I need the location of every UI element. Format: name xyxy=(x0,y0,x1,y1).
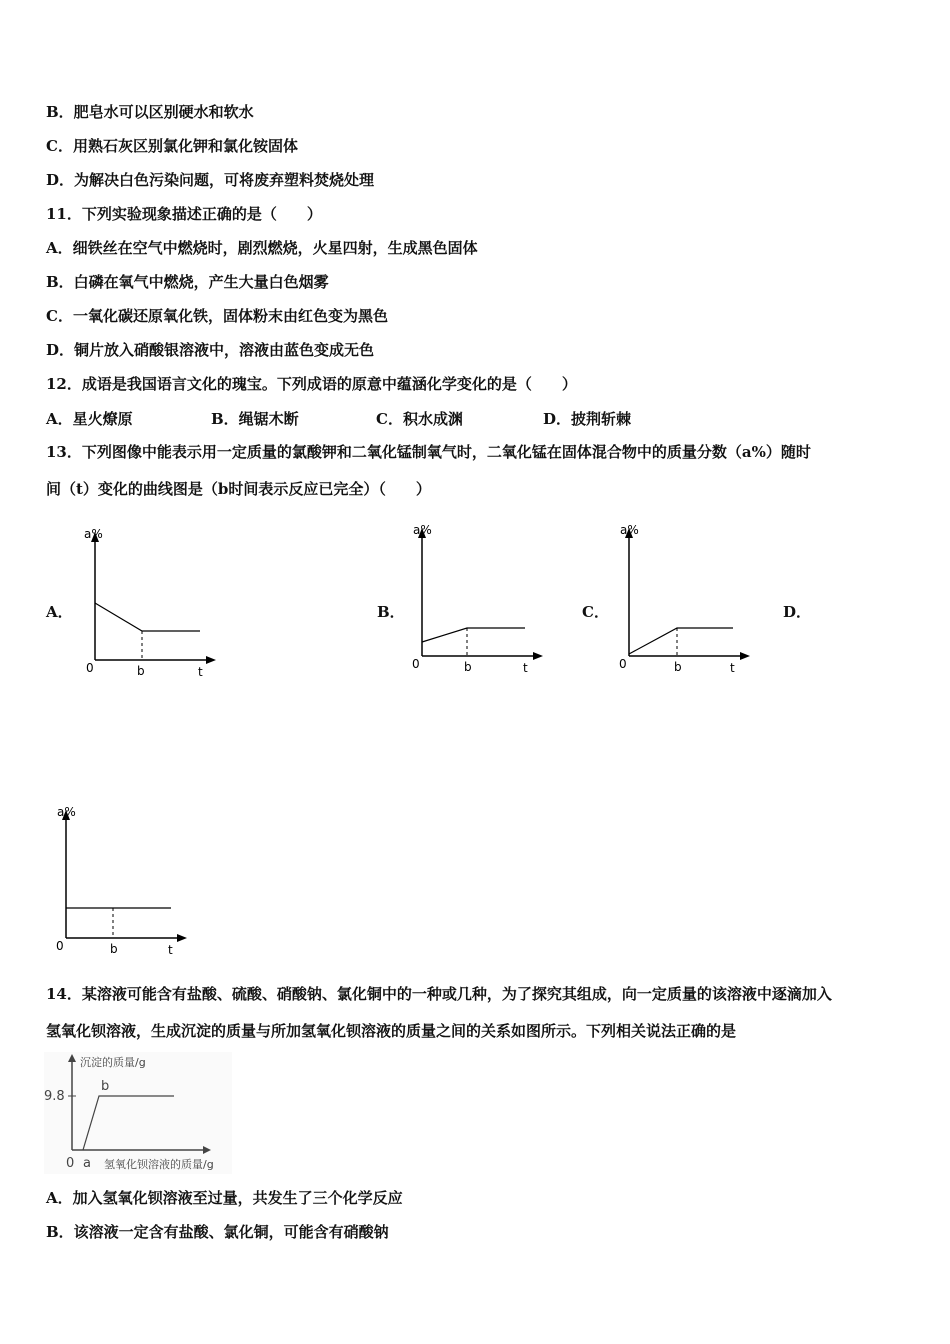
axis-x-label: t xyxy=(523,661,528,675)
q14-point-b: b xyxy=(101,1079,110,1094)
q14-option-a: A．加入氢氧化钡溶液至过量，共发生了三个化学反应 xyxy=(46,1189,403,1207)
q11-option-b: B．白磷在氧气中燃烧，产生大量白色烟雾 xyxy=(46,273,329,291)
q14-origin: 0 xyxy=(66,1156,75,1171)
axis-origin: 0 xyxy=(86,661,94,675)
q13-graph-c xyxy=(614,518,754,678)
axis-y-label: a% xyxy=(620,523,639,537)
q12-option-d: D．披荆斩棘 xyxy=(543,410,632,428)
q11-option-a: A．细铁丝在空气中燃烧时，剧烈燃烧，火星四射，生成黑色固体 xyxy=(46,239,478,257)
q11-option-c: C．一氧化碳还原氧化铁，固体粉末由红色变为黑色 xyxy=(46,307,388,325)
axis-mark-b: b xyxy=(464,660,472,674)
q14-y-value: 9.8 xyxy=(44,1089,65,1104)
axis-y-label: a% xyxy=(84,527,103,541)
q13-label-c: C． xyxy=(582,603,609,621)
q13-label-d: D． xyxy=(783,603,812,621)
axis-mark-b: b xyxy=(137,664,145,678)
q14-y-axis-label: 沉淀的质量/g xyxy=(80,1056,146,1069)
axis-origin: 0 xyxy=(412,657,420,671)
q10-option-b: B．肥皂水可以区别硬水和软水 xyxy=(46,103,254,121)
q12-option-c: C．积水成渊 xyxy=(376,410,463,428)
q13-label-b: B． xyxy=(377,603,405,621)
q10-option-c: C．用熟石灰区别氯化钾和氯化铵固体 xyxy=(46,137,298,155)
q13-graph-a xyxy=(80,522,220,682)
q14-point-a: a xyxy=(83,1156,91,1171)
axis-y-label: a% xyxy=(57,805,76,819)
q14-stem-line1: 14．某溶液可能含有盐酸、硫酸、硝酸钠、氯化铜中的一种或几种，为了探究其组成，向一定质量的该溶液中逐滴加入 xyxy=(46,985,832,1003)
axis-origin: 0 xyxy=(619,657,627,671)
q14-precipitate-graph xyxy=(44,1052,244,1176)
axis-x-label: t xyxy=(730,661,735,675)
q12-option-b: B．绳锯木断 xyxy=(211,410,299,428)
q12-stem: 12．成语是我国语言文化的瑰宝。下列成语的原意中蕴涵化学变化的是（ ） xyxy=(46,375,577,393)
q12-option-a: A．星火燎原 xyxy=(46,410,133,428)
q13-graph-d xyxy=(51,800,191,960)
axis-mark-b: b xyxy=(674,660,682,674)
axis-mark-b: b xyxy=(110,942,118,956)
q11-option-d: D．铜片放入硝酸银溶液中，溶液由蓝色变成无色 xyxy=(46,341,375,359)
axis-x-label: t xyxy=(198,665,203,679)
axis-x-label: t xyxy=(168,943,173,957)
q13-stem-line1: 13．下列图像中能表示用一定质量的氯酸钾和二氧化锰制氧气时，二氧化锰在固体混合物中的质量分数（a%）随时 xyxy=(46,443,811,461)
q11-stem: 11．下列实验现象描述正确的是（ ） xyxy=(46,205,322,223)
q14-x-axis-label: 氢氧化钡溶液的质量/g xyxy=(104,1158,214,1171)
q13-stem-line2: 间（t）变化的曲线图是（b时间表示反应已完全）（ ） xyxy=(46,480,431,498)
q14-option-b: B．该溶液一定含有盐酸、氯化铜，可能含有硝酸钠 xyxy=(46,1223,389,1241)
q10-option-d: D．为解决白色污染问题，可将废弃塑料焚烧处理 xyxy=(46,171,375,189)
axis-y-label: a% xyxy=(413,523,432,537)
q14-stem-line2: 氢氧化钡溶液，生成沉淀的质量与所加氢氧化钡溶液的质量之间的关系如图所示。下列相关说法正确的是 xyxy=(46,1022,737,1040)
q13-graph-b xyxy=(407,518,547,678)
axis-origin: 0 xyxy=(56,939,64,953)
q13-label-a: A． xyxy=(46,603,73,621)
